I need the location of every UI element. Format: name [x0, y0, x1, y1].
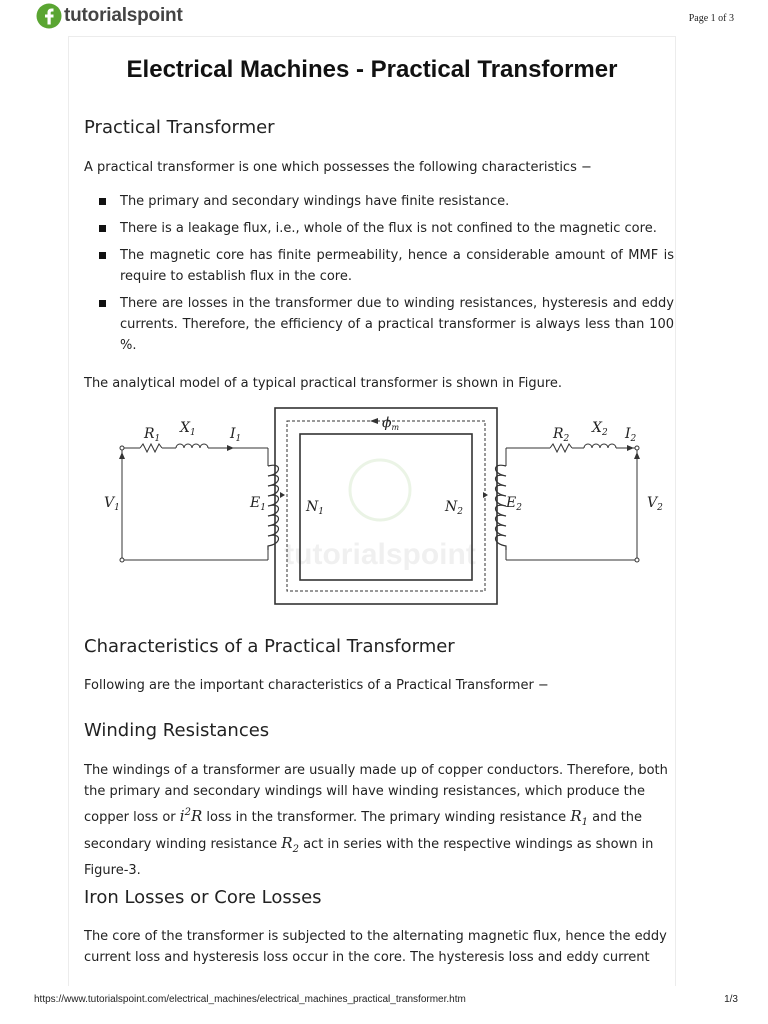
footer-url[interactable]: https://www.tutorialspoint.com/electrical_machines/electrical_machines_practical_transformer.htm [34, 994, 466, 1005]
primary-winding [268, 465, 279, 550]
label-v1: $V_1$ [104, 495, 120, 513]
characteristics-list [84, 191, 674, 362]
page-label: Page 1 of 3 [688, 13, 734, 24]
winding-resistances-text: The windings of a transformer are usually made up of copper conductors. Therefore, both the primary and secondary windings will have winding resistances, which produce the copper loss or $i^2R$ loss in the transformer. The primary winding resistance $R_1$ and the secondary winding resistance $R_2$ act in series with the respective windings as shown in Figure-3. [84, 763, 668, 878]
bullet-icon [99, 300, 106, 307]
x1-inductor [176, 444, 208, 448]
footer-page-number: 1/3 [724, 994, 738, 1005]
bullet-icon [99, 198, 106, 205]
label-r2: $R_2$ [553, 426, 570, 444]
section-intro: A practical transformer is one which possesses the following characteristics − [84, 160, 592, 175]
transformer-diagram [104, 400, 670, 610]
label-v2: $V_2$ [647, 495, 663, 513]
list-item: There is a leakage flux, i.e., whole of the flux is not confined to the magnetic core. [84, 218, 674, 239]
iron-losses-text: The core of the transformer is subjected to the alternating magnetic flux, hence the eddy current loss and hysteresis loss occur in the core. The hysteresis loss and eddy current [84, 929, 667, 965]
logo-icon [36, 3, 62, 29]
section-heading-iron-losses: Iron Losses or Core Losses [84, 887, 322, 908]
label-n2: $N_2$ [445, 499, 463, 517]
section-heading-characteristics: Characteristics of a Practical Transformer [84, 636, 455, 657]
section-heading-practical-transformer: Practical Transformer [84, 117, 275, 138]
label-phi: $\phi_m$ [382, 415, 400, 432]
bullet-icon [99, 252, 106, 259]
watermark [284, 460, 476, 571]
r2-resistor [550, 444, 572, 452]
list-item: There are losses in the transformer due to winding resistances, hysteresis and eddy currents. Therefore, the efficiency of a practical transformer is always less than 100 %. [84, 293, 674, 356]
r2-math: $R_2$ [281, 834, 299, 855]
site-logo[interactable] [36, 3, 183, 29]
label-i1: $I_1$ [230, 426, 242, 444]
logo-text: tutorialspoint [64, 5, 183, 26]
characteristics-intro: Following are the important characteristics of a Practical Transformer − [84, 678, 549, 693]
r1-math: $R_1$ [570, 807, 588, 828]
label-x1: $X_1$ [180, 420, 196, 438]
r1-resistor [140, 444, 162, 452]
label-x2: $X_2$ [592, 420, 608, 438]
i2r-math: $i^2R$ [179, 807, 203, 825]
label-e2: $E_2$ [506, 495, 522, 513]
section-heading-winding-resistances: Winding Resistances [84, 720, 270, 741]
figure-caption: The analytical model of a typical practical transformer is shown in Figure. [84, 376, 563, 391]
label-n1: $N_1$ [306, 499, 324, 517]
page-title: Electrical Machines - Practical Transformer [126, 56, 618, 83]
label-e1: $E_1$ [250, 495, 266, 513]
label-i2: $I_2$ [625, 426, 637, 444]
list-item: The primary and secondary windings have finite resistance. [84, 191, 674, 212]
svg-text:tutorialspoint: tutorialspoint [284, 538, 476, 571]
bullet-icon [99, 225, 106, 232]
label-r1: $R_1$ [144, 426, 161, 444]
list-item: The magnetic core has finite permeability, hence a considerable amount of MMF is require to establish flux in the core. [84, 245, 674, 287]
x2-inductor [584, 444, 616, 448]
